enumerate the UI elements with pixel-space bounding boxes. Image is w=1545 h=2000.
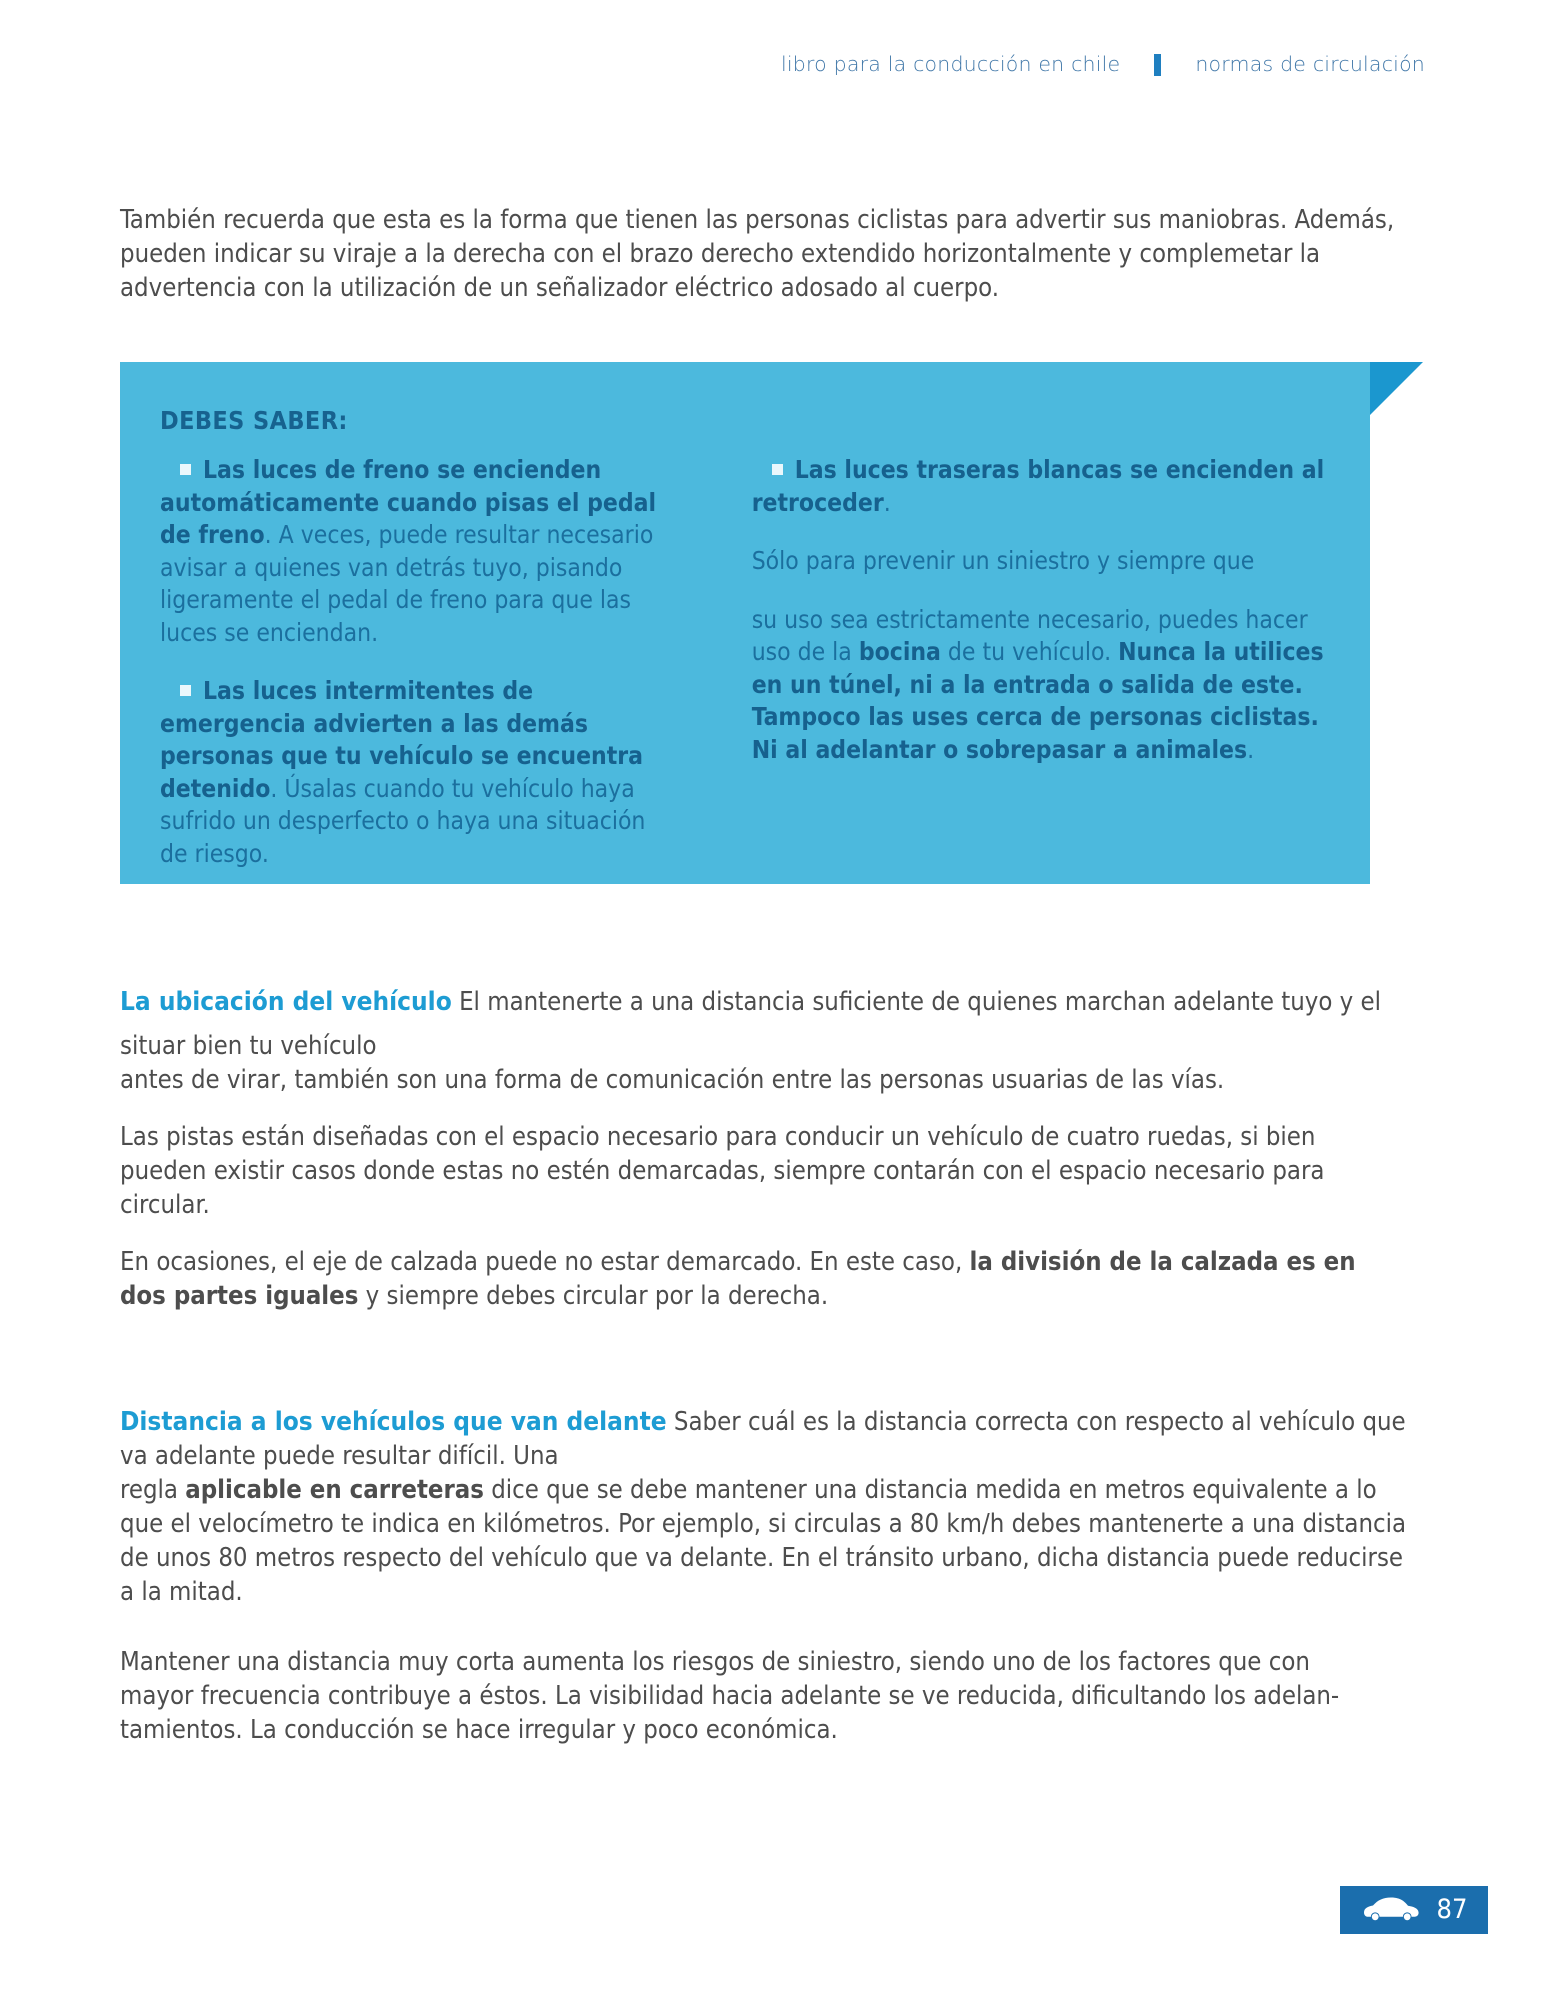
section-ubicacion-line1: El mantenerte a una distancia suficiente de quienes marchan adelante tuyo y el — [451, 987, 1382, 1017]
know-point-4-bold2: Nunca la utilices en un túnel, ni a la entrada o salida de este. Tampoco las uses cerca de personas ciclistas. Ni al adelantar o sobrepasar a animales — [751, 637, 1324, 764]
section-distancia-line1: Saber cuál es la distancia correcta con respecto al vehículo que — [666, 1407, 1406, 1437]
know-point-3-rest: . — [883, 487, 891, 517]
section-riesgos-line1: Mantener una distancia muy corta aumenta los riesgos de siniestro, siendo uno de los factores que con — [120, 1647, 1310, 1677]
know-point-3 — [752, 454, 1330, 519]
square-bullet-icon — [772, 464, 783, 475]
section-pistas-line3: circular. — [120, 1190, 210, 1220]
page-number-badge — [1340, 1886, 1488, 1934]
debes-saber-columns — [120, 454, 1370, 896]
section-ubicacion-lead — [120, 985, 1420, 1019]
know-point-1-bold: Las luces de freno se encienden automáticamente cuando pisas el pedal de freno — [160, 455, 657, 549]
section-ubicacion — [120, 985, 1420, 1097]
section-eje-line1 — [120, 1245, 1410, 1279]
square-bullet-icon — [180, 685, 191, 696]
section-ubicacion-line3: antes de virar, también son una forma de comunicación entre las personas usuarias de las vías. — [120, 1065, 1225, 1095]
know-point-2 — [160, 675, 678, 870]
section-distancia-line3-pre: regla — [120, 1475, 186, 1505]
section-distancia-line3 — [120, 1473, 1420, 1609]
debes-saber-panel — [120, 362, 1370, 884]
debes-saber-right-column — [752, 454, 1330, 896]
section-pistas-line1: Las pistas están diseñadas con el espacio necesario para conducir un vehículo de cuatro ruedas, si bien — [120, 1122, 1316, 1152]
car-silhouette-icon — [1361, 1895, 1421, 1926]
section-distancia-heading: Distancia a los vehículos que van delante — [120, 1407, 667, 1437]
section-riesgos-line2: mayor frecuencia contribuye a éstos. La visibilidad hacia adelante se ve reducida, dificultando los adelan- — [120, 1681, 1340, 1711]
know-point-1-rest: . A veces, puede resultar necesario avisar a quienes van detrás tuyo, pisando ligeramente el pedal de freno para que las luces se enciendan. — [160, 520, 654, 647]
section-eje-bold1: la división de la calzada es en — [969, 1247, 1356, 1277]
know-point-4-part2: de tu vehículo. — [940, 637, 1119, 666]
section-distancia — [120, 1405, 1420, 1609]
section-pistas — [120, 1120, 1410, 1222]
square-bullet-icon — [180, 464, 191, 475]
header-section-title: normas de circulación — [1195, 52, 1425, 76]
intro-paragraph-block — [120, 203, 1420, 305]
section-distancia-line2: va adelante puede resultar difícil. Una — [120, 1441, 559, 1471]
section-distancia-lead — [120, 1405, 1420, 1439]
header-book-title: libro para la conducción en chile — [780, 52, 1121, 76]
know-point-4-body — [752, 604, 1330, 767]
section-riesgos-line3: tamientos. La conducción se hace irregular y poco económica. — [120, 1715, 838, 1745]
know-point-2-bold: Las luces intermitentes de emergencia advierten a las demás personas que tu vehículo se encuentra detenido — [160, 676, 644, 803]
section-eje-part2: y siempre debes circular por la derecha. — [358, 1281, 829, 1311]
intro-paragraph: También recuerda que esta es la forma que tienen las personas ciclistas para advertir sus maniobras. Además, pueden indicar su viraje a la derecha con el brazo derecho extendido horizontalmente y complemetar la advertencia con la utilización de un señalizador eléctrico adosado al cuerpo. — [120, 205, 1395, 303]
know-point-1 — [160, 454, 678, 649]
running-header — [781, 52, 1425, 76]
know-point-4-part1: su uso sea estrictamente necesario, puedes hacer uso de la — [751, 604, 1308, 666]
section-distancia-line3-post: dice que se debe mantener una distancia medida en metros equivalente a lo que el velocímetro te indica en kilómetros. Por ejemplo, si circulas a 80 km/h debes mantenerte a una distancia de unos 80 metros respecto del vehículo que va delante. En el tránsito urbano, dicha distancia puede reducirse a la mitad. — [120, 1475, 1407, 1607]
debes-saber-title: DEBES SABER: — [160, 406, 348, 435]
section-pistas-line2: pueden existir casos donde estas no estén demarcadas, siempre contarán con el espacio necesario para — [120, 1156, 1325, 1186]
section-eje-calzada — [120, 1245, 1410, 1313]
debes-saber-left-column — [160, 454, 678, 896]
know-point-4-bold1: bocina — [858, 637, 941, 666]
page-number: 87 — [1436, 1893, 1468, 1925]
know-point-4-line1: Sólo para prevenir un siniestro y siempre que — [751, 546, 1255, 575]
know-point-2-rest: . Úsalas cuando tu vehículo haya sufrido un desperfecto o haya una situación de riesgo. — [160, 773, 646, 868]
section-ubicacion-line2: situar bien tu vehículo — [120, 1031, 377, 1061]
section-eje-bold2: dos partes iguales — [120, 1281, 359, 1311]
section-eje-line2 — [120, 1279, 1410, 1313]
section-riesgos — [120, 1645, 1410, 1747]
vertical-bar-divider-icon — [1154, 54, 1161, 76]
know-point-3-bold: Las luces traseras blancas se encienden al retroceder — [751, 455, 1325, 517]
section-distancia-line3-bold: aplicable en carreteras — [185, 1475, 484, 1505]
page-corner-fold-icon — [1370, 362, 1423, 415]
section-eje-part1: En ocasiones, el eje de calzada puede no estar demarcado. En este caso, — [120, 1247, 970, 1277]
section-ubicacion-heading: La ubicación del vehículo — [120, 987, 452, 1017]
know-point-4-part3: . — [1247, 734, 1255, 764]
